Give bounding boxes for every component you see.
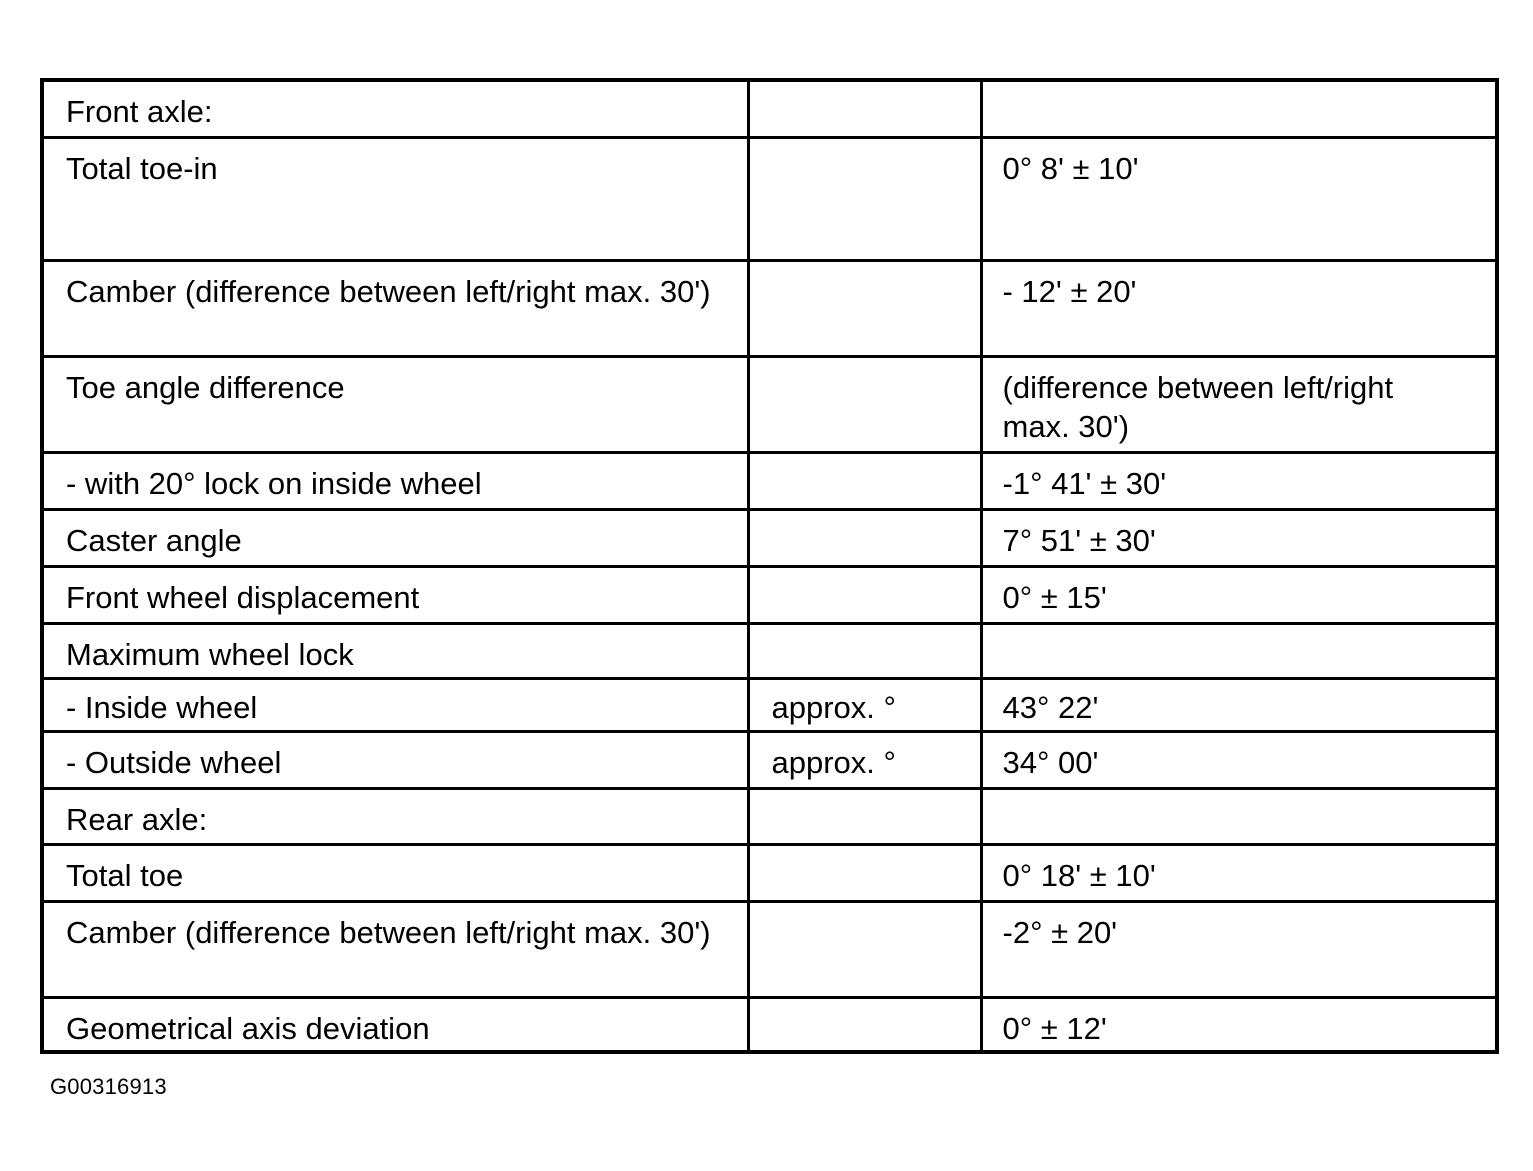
row-label: Geometrical axis deviation (42, 997, 748, 1052)
table-row (42, 260, 1497, 356)
row-value: -1° 41' ± 30' (981, 452, 1497, 509)
figure-id: G00316913 (50, 1074, 167, 1099)
row-label: - Inside wheel (42, 678, 748, 731)
table-row (42, 509, 1497, 566)
row-value: 0° ± 12' (981, 997, 1497, 1052)
row-unit (748, 137, 981, 260)
row-label: Caster angle (42, 509, 748, 566)
row-label: Maximum wheel lock (42, 623, 748, 678)
row-unit (748, 452, 981, 509)
row-unit (748, 901, 981, 997)
table-row (42, 788, 1497, 844)
row-value: 0° 8' ± 10' (981, 137, 1497, 260)
row-label: Front wheel displacement (42, 566, 748, 623)
row-label: - with 20° lock on inside wheel (42, 452, 748, 509)
alignment-spec-table (40, 78, 1499, 1054)
table-row (42, 678, 1497, 731)
row-unit (748, 566, 981, 623)
row-unit (748, 844, 981, 901)
row-unit (748, 260, 981, 356)
row-label: Total toe-in (42, 137, 748, 260)
table-row (42, 80, 1497, 137)
row-label: - Outside wheel (42, 731, 748, 788)
row-value: (difference between left/right max. 30') (981, 356, 1497, 452)
row-unit (748, 509, 981, 566)
row-value: - 12' ± 20' (981, 260, 1497, 356)
table-row (42, 997, 1497, 1052)
row-value (981, 623, 1497, 678)
table-row (42, 844, 1497, 901)
row-value: -2° ± 20' (981, 901, 1497, 997)
row-unit (748, 80, 981, 137)
table-row (42, 566, 1497, 623)
row-value: 34° 00' (981, 731, 1497, 788)
row-label: Rear axle: (42, 788, 748, 844)
row-label: Total toe (42, 844, 748, 901)
table-row (42, 731, 1497, 788)
row-value: 0° ± 15' (981, 566, 1497, 623)
table-row (42, 137, 1497, 260)
row-unit: approx. ° (748, 678, 981, 731)
row-unit (748, 997, 981, 1052)
row-unit (748, 788, 981, 844)
row-value: 7° 51' ± 30' (981, 509, 1497, 566)
row-value: 43° 22' (981, 678, 1497, 731)
row-label: Front axle: (42, 80, 748, 137)
row-unit (748, 623, 981, 678)
table-row (42, 452, 1497, 509)
row-label: Camber (difference between left/right max. 30') (42, 901, 748, 997)
table-row (42, 901, 1497, 997)
row-value (981, 80, 1497, 137)
row-label: Camber (difference between left/right max. 30') (42, 260, 748, 356)
row-unit: approx. ° (748, 731, 981, 788)
row-unit (748, 356, 981, 452)
table-row (42, 623, 1497, 678)
table-row (42, 356, 1497, 452)
row-value: 0° 18' ± 10' (981, 844, 1497, 901)
row-label: Toe angle difference (42, 356, 748, 452)
row-value (981, 788, 1497, 844)
